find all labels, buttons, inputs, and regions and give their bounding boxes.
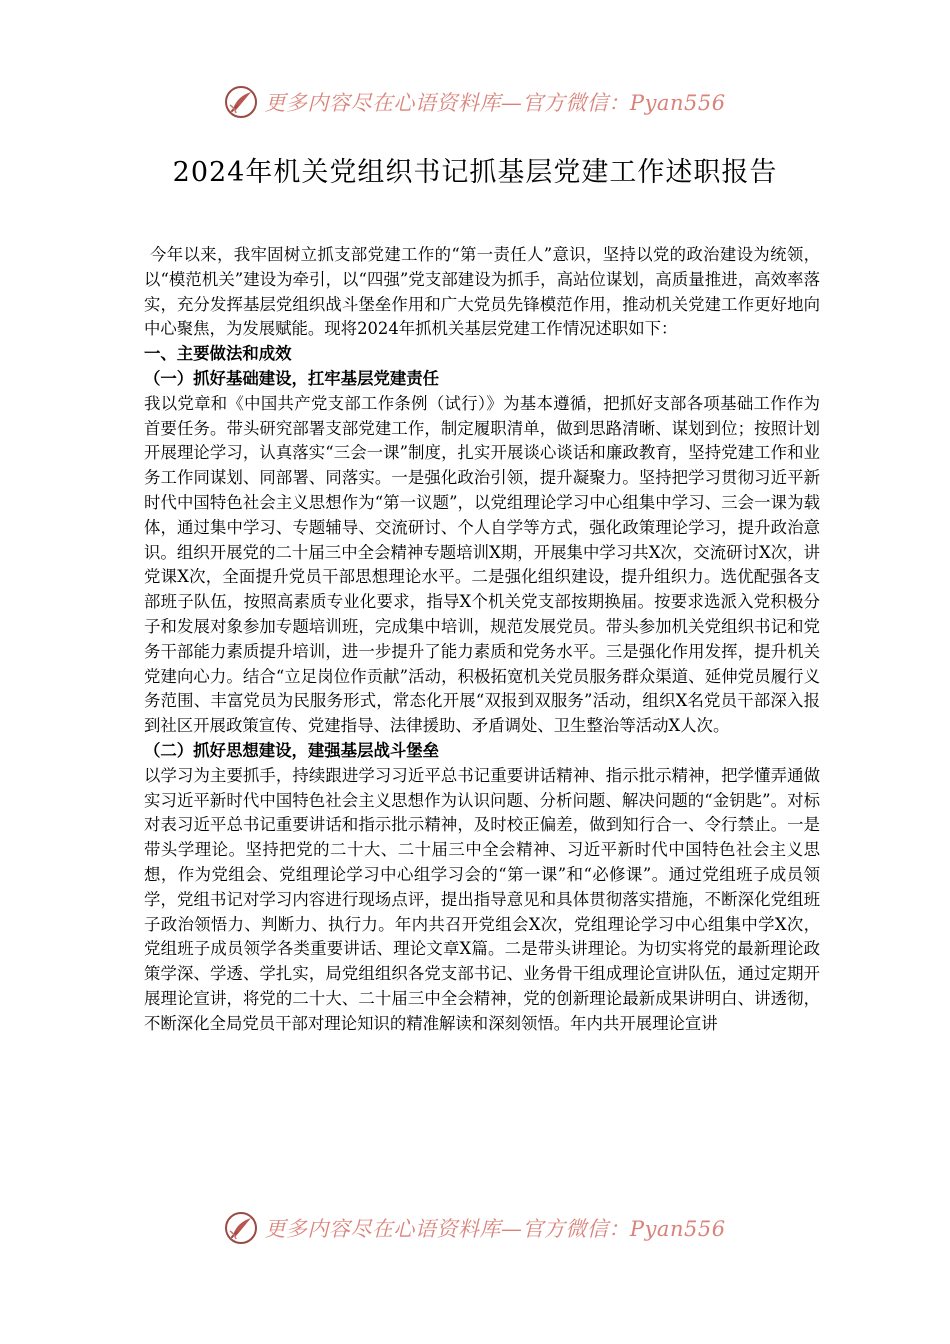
watermark-text: 更多内容尽在心语资料库—官方微信：Pyan556 [264, 91, 726, 115]
document-body [144, 243, 820, 1037]
subsection-heading: （一）抓好基础建设，扛牢基层党建责任 [144, 368, 440, 388]
subsection-heading: （二）抓好思想建设，建强基层战斗堡垒 [144, 740, 440, 760]
intro-paragraph: 今年以来，我牢固树立抓支部党建工作的“第一责任人”意识，坚持以党的政治建设为统领，以“模范机关”建设为牵引，以“四强”党支部建设为抓手，高站位谋划，高质量推进，高效率落实，充分发挥基层党组织战斗堡垒作用和广大党员先锋模范作用，推动机关党建工作更好地向中心聚焦，为发展赋能。现将2024年抓机关基层党建工作情况述职如下： [144, 245, 820, 339]
watermark-banner-top [0, 82, 950, 122]
scribe-logo-icon [224, 85, 258, 119]
watermark-banner-bottom [0, 1208, 950, 1248]
section-heading: 一、主要做法和成效 [144, 344, 292, 364]
body-paragraph: 以学习为主要抓手，持续跟进学习习近平总书记重要讲话精神、指示批示精神，把学懂弄通做实习近平新时代中国特色社会主义思想作为认识问题、分析问题、解决问题的“金钥匙”。对标对表习近平总书记重要讲话和指示批示精神，及时校正偏差，做到知行合一、令行禁止。一是带头学理论。坚持把党的二十大、二十届三中全会精神、习近平新时代中国特色社会主义思想，作为党组会、党组理论学习中心组学习会的“第一课”和“必修课”。通过党组班子成员领学，党组书记对学习内容进行现场点评，提出指导意见和具体贯彻落实措施，不断深化党组班子政治领悟力、判断力、执行力。年内共召开党组会X次，党组理论学习中心组集中学X次，党组班子成员领学各类重要讲话、理论文章X篇。二是带头讲理论。为切实将党的最新理论政策学深、学透、学扎实，局党组组织各党支部书记、业务骨干组成理论宣讲队伍，通过定期开展理论宣讲，将党的二十大、二十届三中全会精神，党的创新理论最新成果讲明白、讲透彻，不断深化全局党员干部对理论知识的精准解读和深刻领悟。年内共开展理论宣讲 [144, 765, 820, 1033]
scribe-logo-icon [224, 1211, 258, 1245]
body-paragraph: 我以党章和《中国共产党支部工作条例（试行）》为基本遵循，把抓好支部各项基础工作作为首要任务。带头研究部署支部党建工作，制定履职清单，做到思路清晰、谋划到位；按照计划开展理论学习，认真落实“三会一课”制度，扎实开展谈心谈话和廉政教育，坚持党建工作和业务工作同谋划、同部署、同落实。一是强化政治引领，提升凝聚力。坚持把学习贯彻习近平新时代中国特色社会主义思想作为“第一议题”，以党组理论学习中心组集中学习、三会一课为载体，通过集中学习、专题辅导、交流研讨、个人自学等方式，强化政策理论学习，提升政治意识。组织开展党的二十届三中全会精神专题培训X期，开展集中学习共X次，交流研讨X次，讲党课X次，全面提升党员干部思想理论水平。二是强化组织建设，提升组织力。选优配强各支部班子队伍，按照高素质专业化要求，指导X个机关党支部按期换届。按要求选派入党积极分子和发展对象参加专题培训班，完成集中培训，规范发展党员。带头参加机关党组织书记和党务干部能力素质提升培训，进一步提升了能力素质和党务水平。三是强化作用发挥，提升机关党建向心力。结合“立足岗位作贡献”活动，积极拓宽机关党员服务群众渠道、延伸党员履行义务范围、丰富党员为民服务形式，常态化开展“双报到双服务”活动，组织X名党员干部深入报到社区开展政策宣传、党建指导、法律援助、矛盾调处、卫生整治等活动X人次。 [144, 393, 820, 736]
document-title: 2024年机关党组织书记抓基层党建工作述职报告 [172, 157, 778, 188]
watermark-text: 更多内容尽在心语资料库—官方微信：Pyan556 [264, 1217, 726, 1241]
